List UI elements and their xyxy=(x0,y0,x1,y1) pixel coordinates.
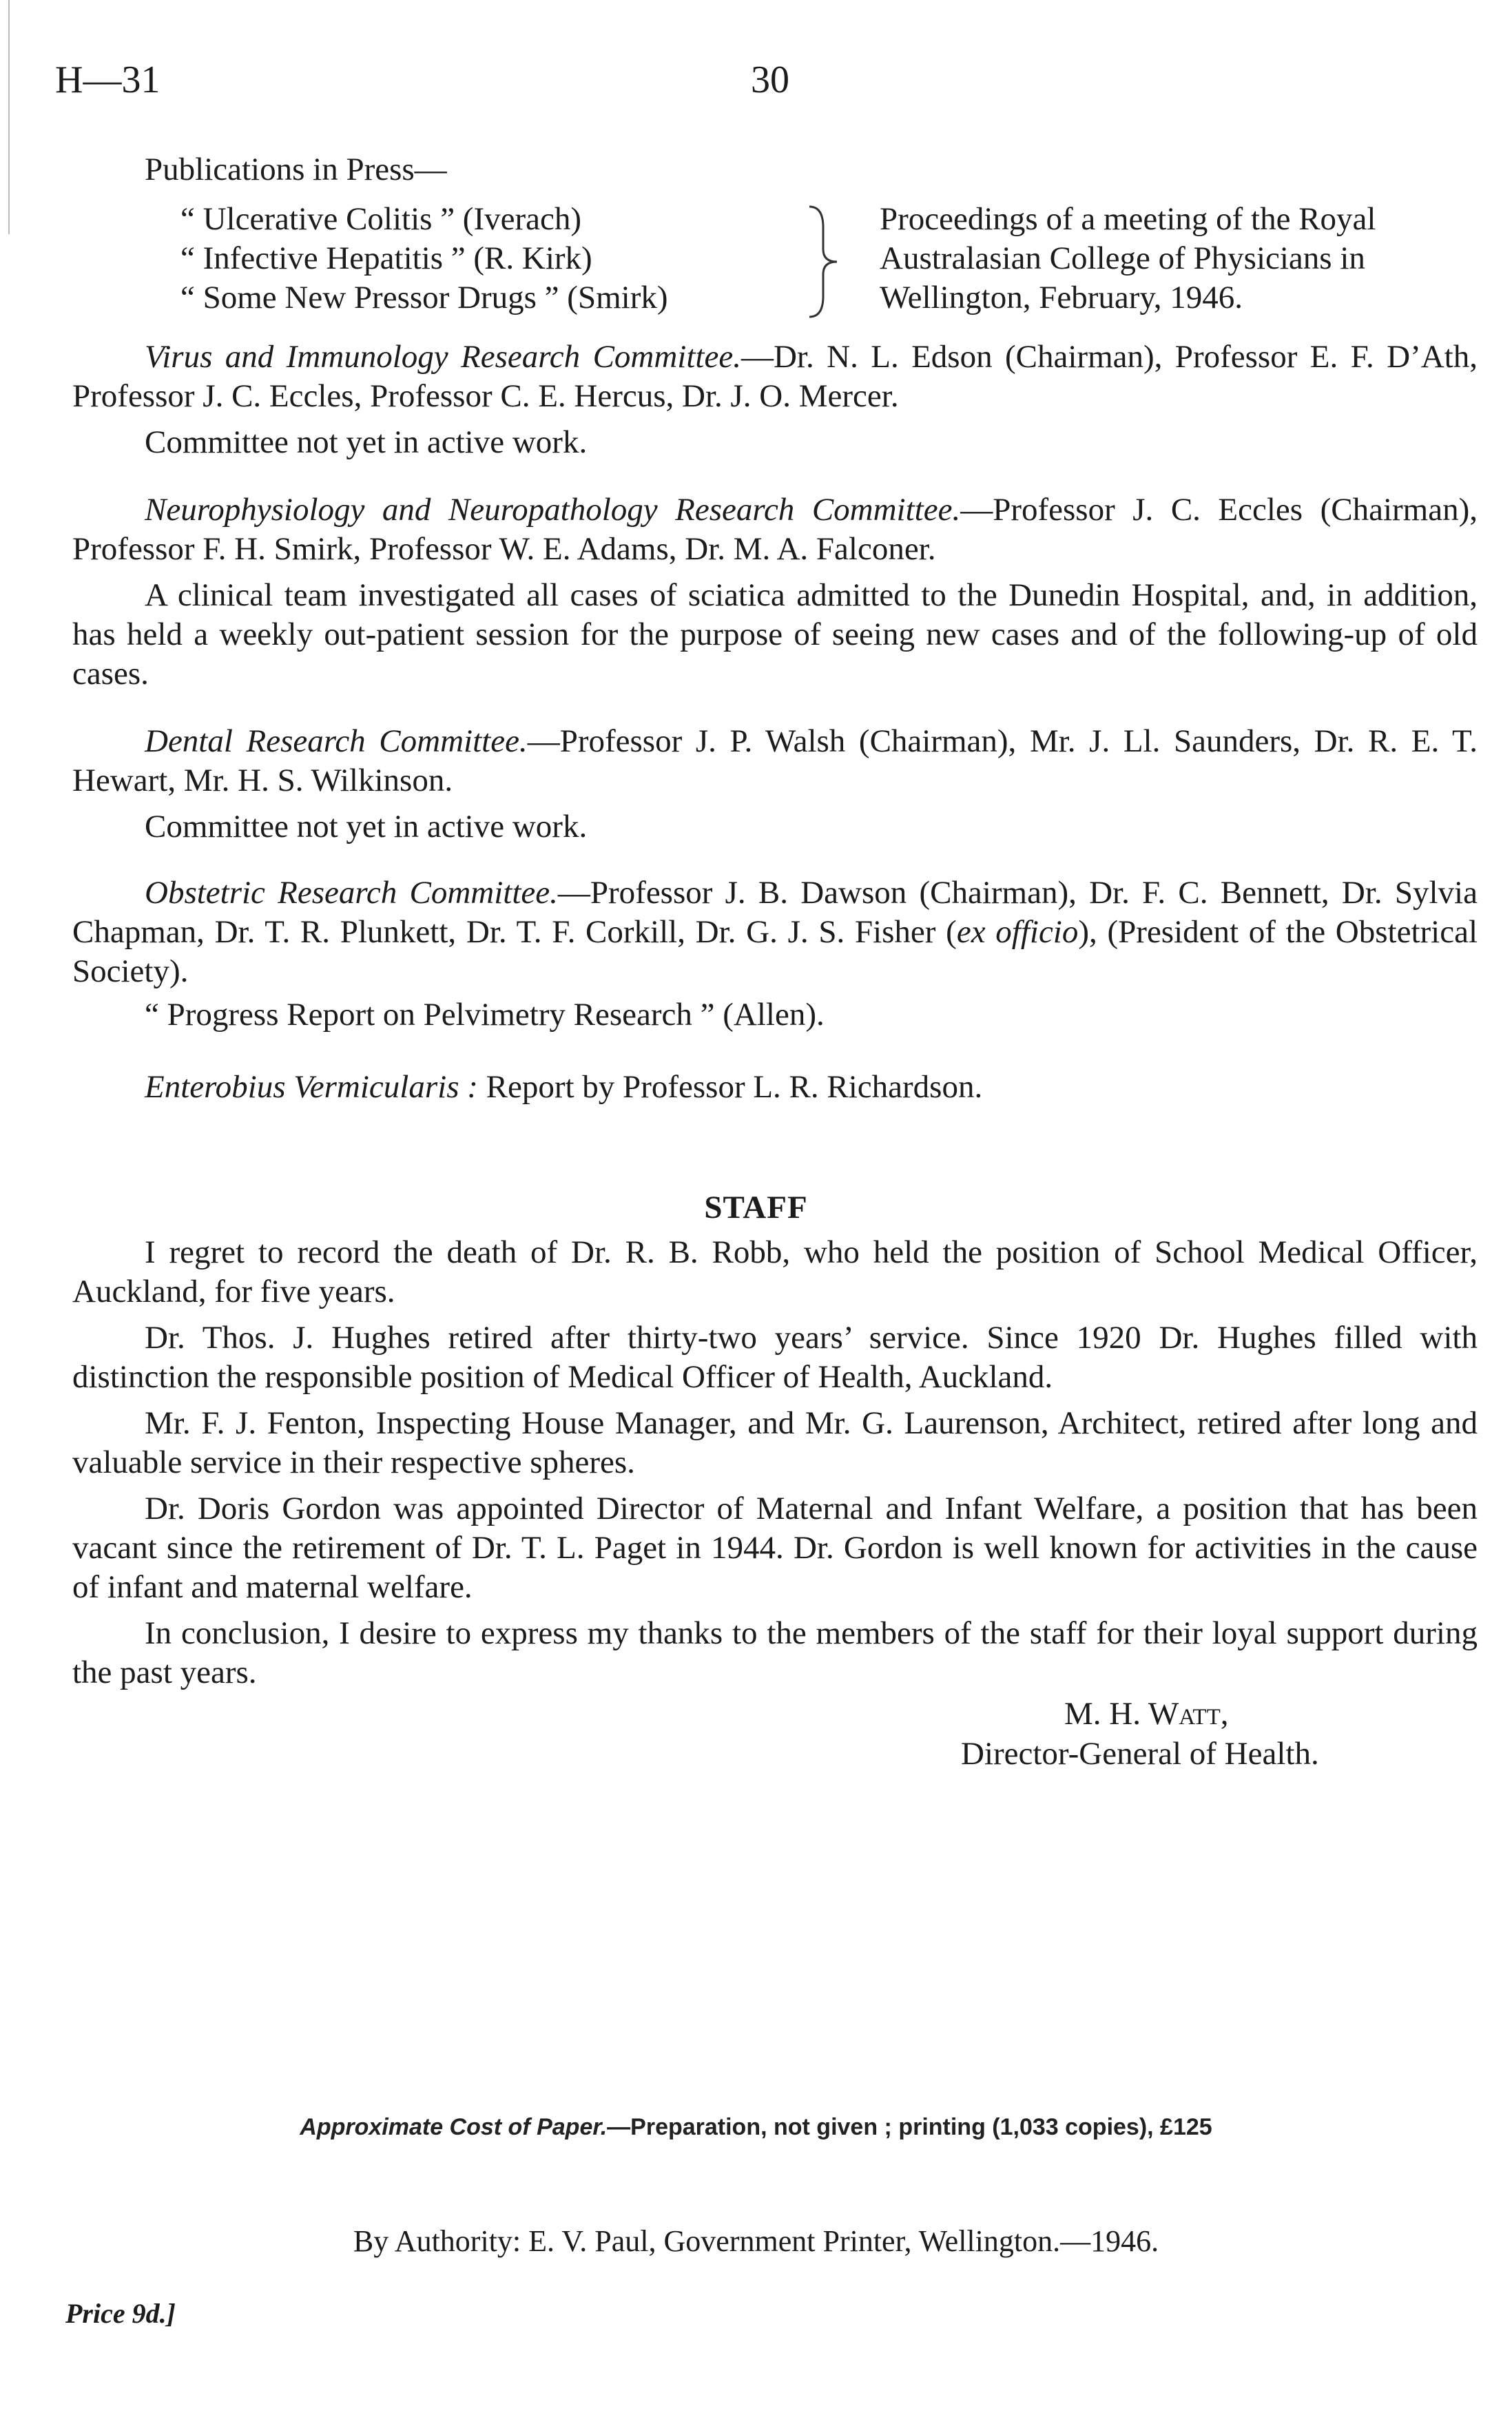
signature-name xyxy=(1064,1695,1228,1734)
publications-note: Proceedings of a meeting of the Royal Australasian College of Physicians in Wellington, February, 1946. xyxy=(880,201,1376,315)
right-brace-icon xyxy=(804,200,845,324)
enterobius-title: Enterobius Vermicularis : xyxy=(145,1069,478,1105)
neuro-committee-title: Neurophysiology and Neuropathology Research Committee. xyxy=(145,492,961,528)
obstetric-committee xyxy=(72,873,1478,1035)
staff-paragraph: Dr. Doris Gordon was appointed Director of Maternal and Infant Welfare, a position that has been vacant since the retirement of Dr. T. L. Paget in 1944. Dr. Gordon is well known for activities in the cause of infant and maternal welfare. xyxy=(72,1491,1478,1605)
neuro-committee-members: —Professor J. C. Eccles (Chairman), Professor F. H. Smirk, Professor W. E. Adams, Dr. M. A. Falconer. xyxy=(72,492,1478,567)
signature-title: Director-General of Health. xyxy=(961,1736,1319,1772)
price-label: Price 9d.] xyxy=(65,2298,176,2329)
publication-item: “ Some New Pressor Drugs ” (Smirk) xyxy=(180,280,668,315)
staff-paragraph: In conclusion, I desire to express my thanks to the members of the staff for their loyal support during the past years. xyxy=(72,1615,1478,1690)
signature-name-text: M. H. Watt, xyxy=(1064,1696,1229,1732)
staff-paragraph: I regret to record the death of Dr. R. B. Robb, who held the position of School Medical Officer, Auckland, for five years. xyxy=(72,1234,1478,1309)
cost-of-paper xyxy=(0,2108,1512,2147)
staff-section xyxy=(72,1233,1478,1692)
obstetric-committee-members-end: ), (President of the Obstetrical Society). xyxy=(72,914,1478,989)
dental-committee-status: Committee not yet in active work. xyxy=(145,809,588,845)
obstetric-committee-report: “ Progress Report on Pelvimetry Research ” (Allen). xyxy=(145,997,825,1033)
enterobius-text: Report by Professor L. R. Richardson. xyxy=(477,1069,983,1105)
virus-committee-title: Virus and Immunology Research Committee. xyxy=(145,339,741,375)
obstetric-committee-title: Obstetric Research Committee. xyxy=(145,875,558,911)
publications-heading: Publications in Press— xyxy=(145,152,447,187)
page-number: 30 xyxy=(751,59,789,101)
cost-label: Approximate Cost of Paper. xyxy=(300,2114,608,2140)
staff-paragraph: Mr. F. J. Fenton, Inspecting House Manager, and Mr. G. Laurenson, Architect, retired after long and valuable service in their respective spheres. xyxy=(72,1405,1478,1480)
dental-committee xyxy=(72,722,1478,847)
cost-text: —Preparation, not given ; printing (1,033 copies), £125 xyxy=(607,2114,1212,2140)
publication-item: “ Infective Hepatitis ” (R. Kirk) xyxy=(180,240,592,276)
authority-line: By Authority: E. V. Paul, Government Printer, Wellington.—1946. xyxy=(353,2224,1159,2258)
neuro-committee xyxy=(72,490,1478,694)
publications-list xyxy=(180,200,1475,324)
virus-committee-status: Committee not yet in active work. xyxy=(145,424,588,460)
virus-committee-members: —Dr. N. L. Edson (Chairman), Professor E. F. D’Ath, Professor J. C. Eccles, Professor C. E. Hercus, Dr. J. O. Mercer. xyxy=(72,339,1478,414)
scan-edge-line xyxy=(8,0,10,234)
publication-item: “ Ulcerative Colitis ” (Iverach) xyxy=(180,201,581,237)
dental-committee-members: —Professor J. P. Walsh (Chairman), Mr. J. Ll. Saunders, Dr. R. E. T. Hewart, Mr. H. S. Wilkinson. xyxy=(72,723,1478,798)
enterobius-report xyxy=(72,1068,1478,1107)
document-code: H—31 xyxy=(55,59,160,101)
neuro-committee-report: A clinical team investigated all cases of sciatica admitted to the Dunedin Hospital, and, in addition, has held a weekly out-patient session for the purpose of seeing new cases and of the following-up of old cases. xyxy=(72,577,1478,692)
virus-committee xyxy=(72,338,1478,462)
staff-heading: STAFF xyxy=(704,1190,808,1225)
staff-paragraph: Dr. Thos. J. Hughes retired after thirty-two years’ service. Since 1920 Dr. Hughes filled with distinction the responsible position of Medical Officer of Health, Auckland. xyxy=(72,1320,1478,1395)
obstetric-committee-members: —Professor J. B. Dawson (Chairman), Dr. F. C. Bennett, Dr. Sylvia Chapman, Dr. T. R. Plunkett, Dr. T. F. Corkill, Dr. G. J. S. Fisher ( xyxy=(72,875,1478,950)
ex-officio-text: ex officio xyxy=(956,914,1079,950)
dental-committee-title: Dental Research Committee. xyxy=(145,723,528,759)
